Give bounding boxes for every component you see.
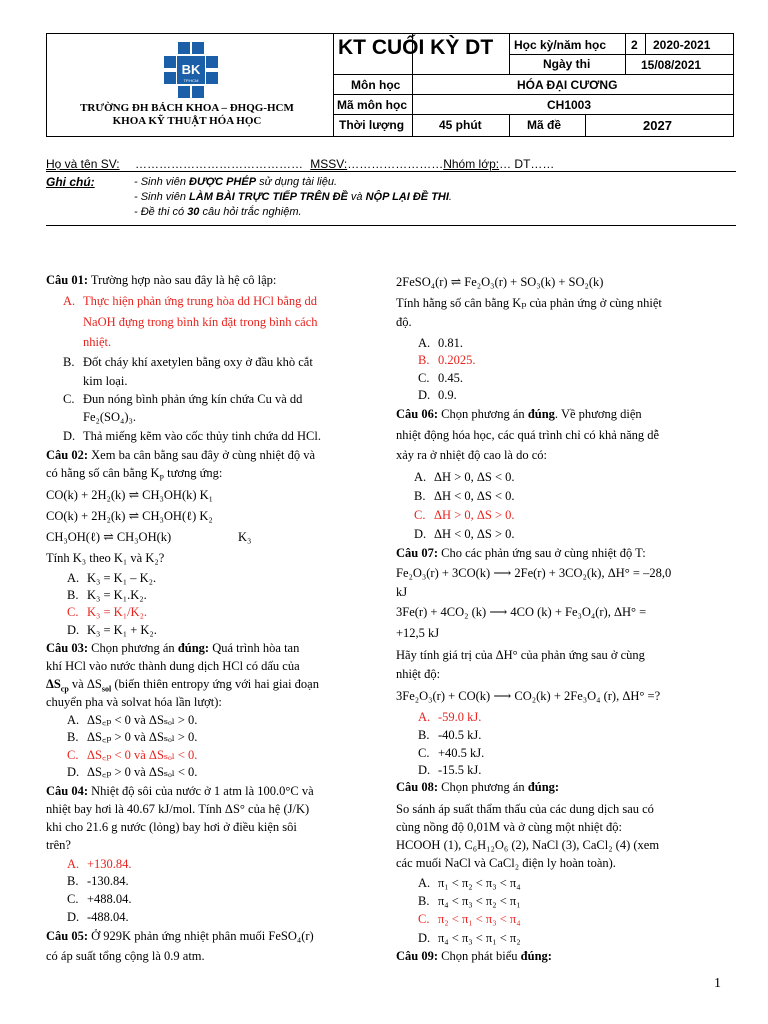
q2-ask: Tính K₃ theo K₁ và K₂? [46, 551, 165, 565]
duration-value: 45 phút [439, 118, 482, 132]
q4-option-a[interactable]: A. +130.84. [67, 857, 132, 871]
q6-option-c[interactable]: C. ΔH > 0, ΔS > 0. [414, 508, 515, 522]
q4-line3: khi cho 21.6 g nước (lỏng) bay hơi ở điều kiện sôi [46, 820, 297, 834]
q4-option-d[interactable]: D. -488.04. [67, 910, 129, 924]
q4-option-b[interactable]: B. -130.84. [67, 874, 129, 888]
question-4: Câu 04: Nhiệt độ sôi của nước ở 1 atm là 100.0°C và [46, 784, 314, 798]
q5-ask-line2: độ. [396, 315, 412, 329]
q8-option-c[interactable]: C. π₂ < π₁ < π₃ < π₄ [418, 912, 521, 926]
year-value: 2020-2021 [653, 38, 711, 52]
q3-option-c[interactable]: C. ΔS꜀ₚ < 0 và ΔSₛₒₗ < 0. [67, 748, 198, 762]
q7-reaction-1: Fe₂O₃(r) + 3CO(k) ⟶ 2Fe(r) + 3CO₂(k), ΔH° = –28,0 [396, 566, 672, 580]
q1-option-b-line2: kim loại. [83, 374, 128, 388]
exam-code-value: 2027 [643, 118, 672, 133]
q6-line3: xảy ra ở nhiệt độ cao là do có: [396, 448, 548, 462]
logo-subtext: TP.HCM [183, 78, 199, 83]
info-divider [46, 171, 736, 172]
q2-option-a[interactable]: A. K₃ = K₁ – K₂. [67, 571, 157, 585]
logo-text: BK [181, 62, 201, 77]
q4-line4: trên? [46, 838, 71, 852]
q4-line2: nhiệt bay hơi là 40.67 kJ/mol. Tính ΔS° của hệ (J/K) [46, 802, 310, 816]
q5-ask-line1: Tính hằng số cân bằng Kₚ của phản ứng ở cùng nhiệt [396, 296, 662, 310]
q3-line2: khí HCl vào nước thành dung dịch HCl có dấu của [46, 659, 300, 673]
page-number: 1 [714, 976, 721, 991]
q1-option-c-line2: Fe₂(SO₄)₃. [83, 410, 137, 424]
student-info-line [46, 157, 736, 171]
subject-value: HÓA ĐẠI CƯƠNG [517, 78, 618, 92]
q2-line2: có hằng số cân bằng $K_P$ tương ứng: [46, 466, 223, 483]
school-line-1: TRƯỜNG ĐH BÁCH KHOA – ĐHQG-HCM [80, 102, 294, 114]
exam-title: KT CUỐI KỲ DT [338, 36, 494, 59]
q3-option-d[interactable]: D. ΔS꜀ₚ > 0 và ΔSₛₒₗ < 0. [67, 765, 198, 779]
q7-option-b[interactable]: B. -40.5 kJ. [418, 728, 482, 742]
q7-reaction-2b: +12,5 kJ [396, 626, 440, 640]
q2-option-c[interactable]: C. K₃ = K₁/K₂. [67, 605, 148, 619]
question-1: Câu 01: Trường hợp nào sau đây là hệ cô lập: [46, 273, 277, 287]
q8-option-a[interactable]: A. π₁ < π₂ < π₃ < π₄ [418, 876, 521, 890]
q7-reaction-1b: kJ [396, 585, 408, 599]
q1-option-c[interactable]: C. Đun nóng bình phản ứng kín chứa Cu và dd [63, 392, 303, 406]
question-5: Câu 05: Ở 929K phản ứng nhiệt phân muối FeSO₄(r) [46, 929, 314, 943]
school-line-2: KHOA KỸ THUẬT HÓA HỌC [112, 115, 262, 127]
q6-option-a[interactable]: A. ΔH > 0, ΔS < 0. [414, 470, 515, 484]
q8-line4: HCOOH (1), C₆H₁₂O₆ (2), NaCl (3), CaCl₂ (4) (xem [396, 838, 660, 852]
q2-reaction-1: CO(k) + 2H₂(k) ⇌ CH₃OH(k) K₁ [46, 488, 214, 502]
q2-reaction-3: CH₃OH(ℓ) ⇌ CH₃OH(k) [46, 530, 172, 544]
q3-option-a[interactable]: A. ΔS꜀ₚ < 0 và ΔSₛₒₗ > 0. [67, 713, 198, 727]
note-2: - Sinh viên LÀM BÀI TRỰC TIẾP TRÊN ĐỀ và NỘP LẠI ĐỀ THI. [134, 191, 452, 203]
q7-option-a[interactable]: A. -59.0 kJ. [418, 710, 482, 724]
q5-option-b[interactable]: B. 0.2025. [418, 353, 476, 367]
date-value: 15/08/2021 [641, 58, 702, 72]
q5-option-a[interactable]: A. 0.81. [418, 336, 463, 350]
q4-option-c[interactable]: C. +488.04. [67, 892, 132, 906]
exam-header-table [46, 33, 734, 137]
student-id-label: MSSV: [310, 157, 348, 171]
name-label: Họ và tên SV: [46, 157, 120, 171]
note-1: - Sinh viên ĐƯỢC PHÉP sử dụng tài liệu. [134, 176, 338, 188]
question-8: Câu 08: Chọn phương án đúng: [396, 780, 560, 794]
school-name [67, 102, 307, 128]
notes-label: Ghi chú: [46, 175, 95, 189]
q5-line2: có áp suất tổng cộng là 0.9 atm. [46, 949, 205, 963]
note-3: - Đề thi có 30 câu hỏi trắc nghiệm. [134, 206, 302, 218]
q1-option-a-line3: nhiệt. [83, 335, 112, 349]
q1-option-b[interactable]: B. Đốt cháy khí axetylen bằng oxy ở đầu khò cắt [63, 355, 313, 369]
term-value: 2 [631, 38, 638, 52]
question-3: Câu 03: Chọn phương án đúng: Quá trình hòa tan [46, 641, 300, 655]
student-id-field[interactable]: …………………… [347, 157, 444, 171]
q1-option-d[interactable]: D. Thả miếng kẽm vào cốc thủy tinh chứa dd HCl. [63, 429, 321, 443]
duration-label: Thời lượng [339, 118, 405, 132]
q7-option-c[interactable]: C. +40.5 kJ. [418, 746, 485, 760]
term-label: Học kỳ/năm học [514, 38, 607, 52]
q6-option-b[interactable]: B. ΔH < 0, ΔS < 0. [414, 489, 515, 503]
course-code-label: Mã môn học [337, 98, 408, 112]
date-label: Ngày thi [543, 57, 591, 71]
subject-label: Môn học [351, 78, 401, 92]
q2-reaction-3-k: K₃ [238, 530, 252, 544]
q8-line2: So sánh áp suất thẩm thấu của các dung dịch sau có [396, 802, 654, 816]
q3-option-b[interactable]: B. ΔS꜀ₚ > 0 và ΔSₛₒₗ > 0. [67, 730, 198, 744]
q7-option-d[interactable]: D. -15.5 kJ. [418, 763, 482, 777]
q5-option-c[interactable]: C. 0.45. [418, 371, 463, 385]
q2-option-d[interactable]: D. K₃ = K₁ + K₂. [67, 623, 157, 637]
q7-ask-line2: nhiệt độ: [396, 667, 441, 681]
q3-line3: $\Delta S_{cp}$ và $\Delta S_{sol}$ (biến thiên entropy ứng với hai giai đoạn [46, 677, 319, 694]
question-6: Câu 06: Chọn phương án đúng. Về phương diện [396, 407, 642, 421]
exam-code-label: Mã đề [527, 118, 562, 132]
name-field[interactable]: …………………………………… [134, 157, 303, 171]
group-value: … DT…… [499, 157, 555, 171]
q5-option-d[interactable]: D. 0.9. [418, 388, 457, 402]
q1-option-a[interactable]: A. Thực hiện phản ứng trung hòa dd HCl bằng dd [63, 294, 317, 308]
q8-option-b[interactable]: B. π₄ < π₃ < π₂ < π₁ [418, 894, 521, 908]
question-7: Câu 07: Cho các phản ứng sau ở cùng nhiệt độ T: [396, 546, 646, 560]
q8-line5: các muối NaCl và CaCl₂ điện ly hoàn toàn). [396, 856, 616, 870]
q5-reaction: 2FeSO₄(r) ⇌ Fe₂O₃(r) + SO₃(k) + SO₂(k) [396, 275, 604, 289]
q1-option-a-line2: NaOH đựng trong bình kín đặt trong bình cách [83, 315, 318, 329]
university-logo [158, 42, 224, 102]
q3-line4: chuyển pha và solvat hóa lần lượt): [46, 695, 222, 709]
q6-line2: nhiệt động hóa học, các quá trình chỉ có khả năng dễ [396, 428, 660, 442]
q8-option-d[interactable]: D. π₄ < π₃ < π₁ < π₂ [418, 931, 521, 945]
q7-reaction-3: 3Fe₂O₃(r) + CO(k) ⟶ CO₂(k) + 2Fe₃O₄ (r), ΔH° =? [396, 689, 661, 703]
q8-line3: cùng nồng độ 0,01M và ở cùng một nhiệt độ: [396, 820, 623, 834]
question-2: Câu 02: Xem ba cân bằng sau đây ở cùng nhiệt độ và [46, 448, 316, 462]
q2-option-b[interactable]: B. K₃ = K₁.K₂. [67, 588, 147, 602]
course-code-value: CH1003 [547, 98, 592, 112]
q2-reaction-2: CO(k) + 2H₂(k) ⇌ CH₃OH(ℓ) K₂ [46, 509, 213, 523]
group-label: Nhóm lớp: [443, 157, 500, 171]
q7-ask-line1: Hãy tính giá trị của ΔH° của phản ứng sau ở cùng [396, 648, 645, 662]
q6-option-d[interactable]: D. ΔH < 0, ΔS > 0. [414, 527, 515, 541]
q7-reaction-2: 3Fe(r) + 4CO₂ (k) ⟶ 4CO (k) + Fe₃O₄(r), ΔH° = [396, 605, 647, 619]
question-9: Câu 09: Chọn phát biểu đúng: [396, 949, 552, 963]
notes-divider [46, 225, 736, 226]
